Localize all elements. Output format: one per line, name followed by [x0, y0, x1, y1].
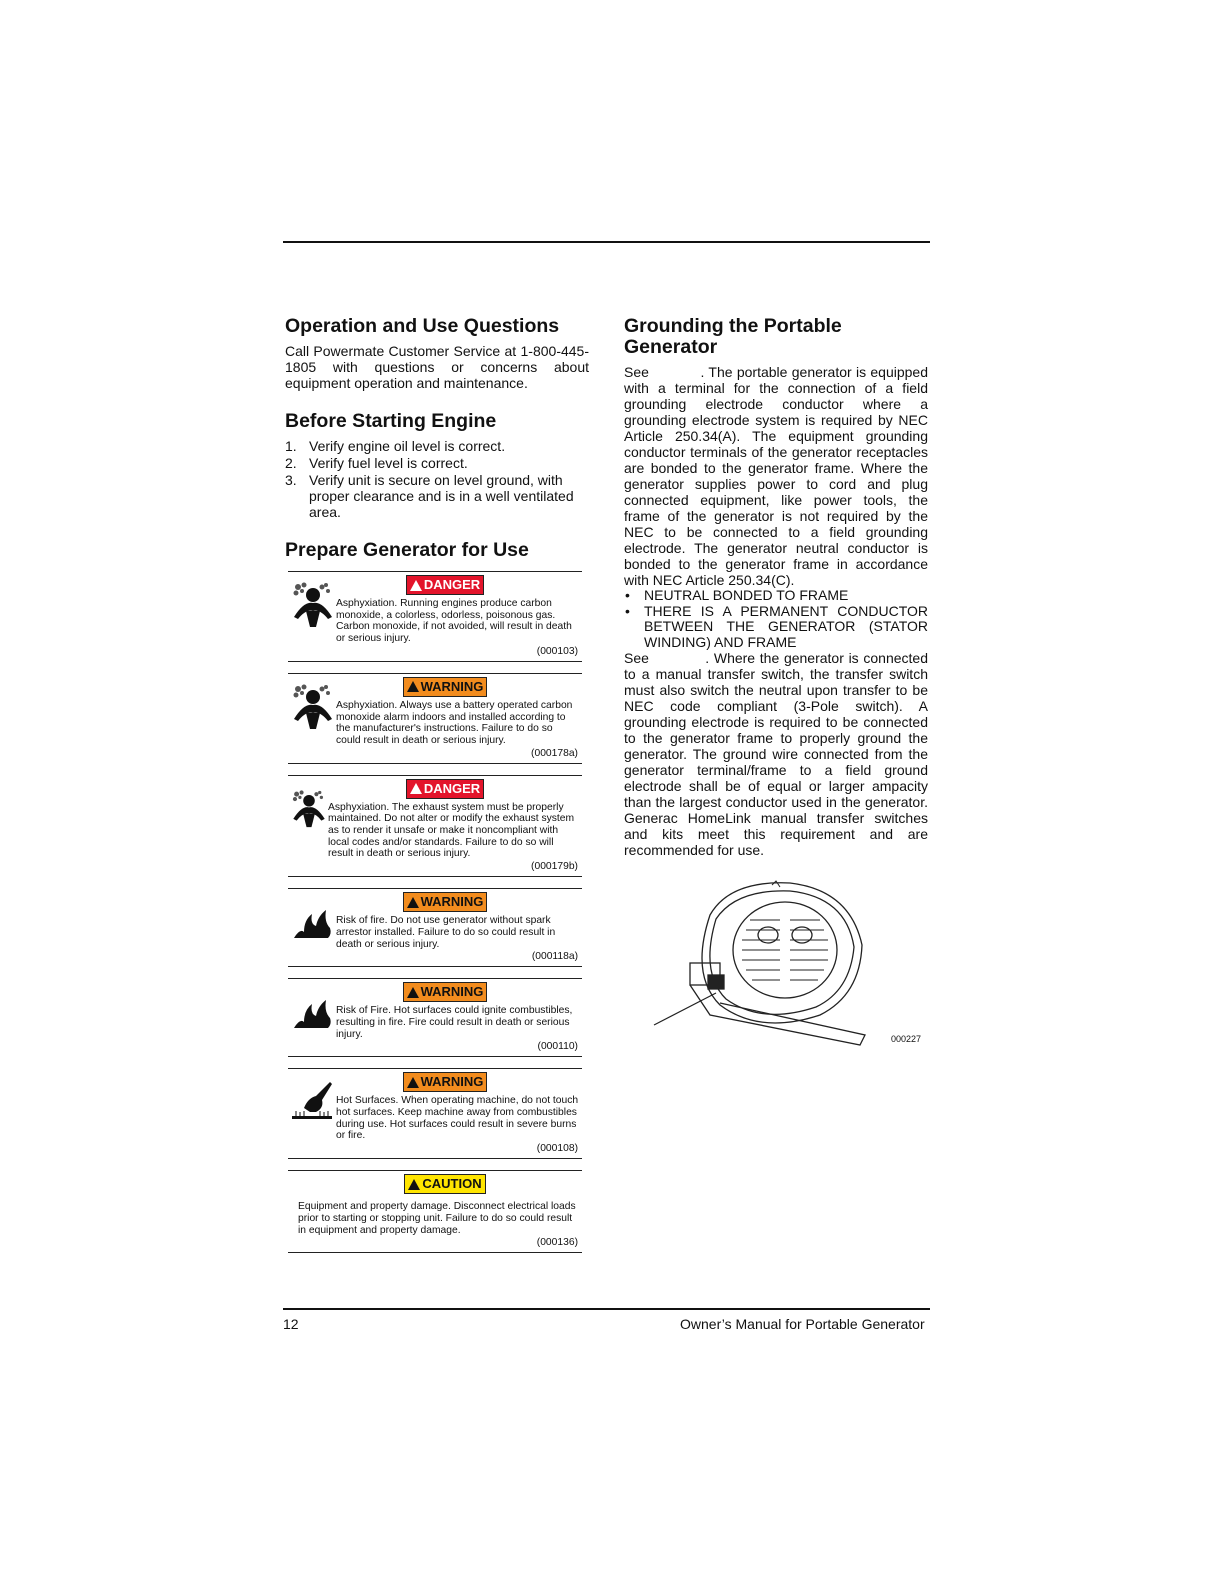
alert-triangle-icon — [407, 897, 419, 908]
footer-title: Owner’s Manual for Portable Generator — [680, 1316, 925, 1332]
prepare-section — [285, 540, 589, 1253]
safety-text: Risk of Fire. Hot surfaces could ignite combustibles, resulting in fire. Fire could result in death or serious injury. — [336, 1005, 573, 1040]
asphyxiation-icon — [290, 785, 328, 833]
operation-text: Call Powermate Customer Service at 1-800-445-1805 with questions or concerns about equipment operation and maintenance. — [285, 343, 589, 391]
signal-word: WARNING — [420, 1074, 484, 1090]
right-column — [624, 315, 932, 858]
footer-rule — [283, 1308, 930, 1310]
alert-triangle-icon — [410, 580, 422, 591]
signal-word: WARNING — [420, 678, 484, 694]
signal-word: WARNING — [420, 894, 484, 910]
alert-triangle-icon — [407, 987, 419, 998]
step-text: Verify fuel level is correct. — [309, 455, 468, 471]
safety-code: (000179b) — [531, 861, 578, 873]
before-start-section — [285, 411, 589, 520]
before-start-steps — [285, 438, 589, 520]
header-rule — [283, 241, 930, 243]
safety-message — [288, 1068, 582, 1159]
prepare-heading: Prepare Generator for Use — [285, 539, 529, 561]
grounding-bullets — [624, 588, 928, 650]
safety-text: Asphyxiation. Always use a battery operated carbon monoxide alarm indoors and installed according to the manufacturer's instructions. Failure to do so could result in death or serious injury. — [336, 699, 573, 746]
fire-icon — [290, 898, 336, 946]
safety-text: Asphyxiation. Running engines produce carbon monoxide, a colorless, odorless, poisonous gas. Carbon monoxide, if not avoided, will result in death or serious injury. — [336, 598, 572, 645]
before-start-heading: Before Starting Engine — [285, 410, 497, 432]
safety-code: (000118a) — [531, 951, 578, 963]
asphyxiation-icon — [290, 581, 336, 629]
alert-triangle-icon — [408, 1179, 420, 1190]
fire-icon — [290, 988, 336, 1036]
warning-signal — [403, 982, 488, 1002]
bullet-dot: • — [625, 587, 630, 603]
grounding-paragraph-2: See . Where the generator is connected to a manual transfer switch, the transfer switch must also switch the neutral upon transfer to be NEC code compliant (3-Pole switch). A grounding electrode is required to be connected to the generator frame to properly ground the generator. The ground wire connected from the generator terminal/frame to a field ground electrode shall be of equal or larger ampacity than the largest conductor used in the generator. Generac HomeLink manual transfer switches and kits meet this requirement and are recommended for use. — [624, 650, 932, 858]
step-text: Verify engine oil level is correct. — [309, 438, 506, 454]
signal-word: DANGER — [423, 577, 481, 592]
hot-surface-icon — [290, 1078, 336, 1126]
safety-code: (000110) — [537, 1041, 578, 1053]
grounding-heading: Grounding the Portable Generator — [624, 315, 842, 358]
page-number: 12 — [283, 1316, 299, 1332]
signal-word: CAUTION — [422, 1176, 482, 1192]
safety-message — [288, 571, 582, 662]
safety-code: (000103) — [536, 645, 578, 657]
danger-signal — [406, 779, 484, 799]
alert-triangle-icon — [407, 1077, 419, 1088]
asphyxiation-icon — [290, 683, 336, 731]
signal-word: WARNING — [420, 984, 484, 1000]
operation-heading: Operation and Use Questions — [285, 315, 560, 337]
bullet-text: THERE IS A PERMANENT CONDUCTOR BETWEEN THE GENERATOR (STATOR WINDING) AND FRAME — [644, 602, 928, 650]
alert-triangle-icon — [410, 783, 422, 794]
caution-signal — [404, 1174, 485, 1194]
left-column — [285, 316, 589, 1264]
warning-signal — [403, 677, 488, 697]
signal-word: DANGER — [423, 780, 481, 796]
bullet-item — [624, 588, 928, 604]
bullet-dot: • — [625, 602, 630, 619]
step-item — [285, 438, 589, 454]
alert-triangle-icon — [407, 681, 419, 692]
safety-code: (000178a) — [531, 747, 578, 759]
safety-code: (000136) — [536, 1237, 578, 1249]
figure-code: 000227 — [891, 1034, 922, 1044]
step-number: 2. — [285, 455, 297, 471]
bullet-text: NEUTRAL BONDED TO FRAME — [644, 587, 849, 603]
step-number: 3. — [285, 472, 297, 488]
step-number: 1. — [285, 438, 297, 454]
generator-grounding-figure — [650, 875, 930, 1050]
bullet-item — [624, 604, 928, 651]
warning-signal — [403, 1072, 488, 1092]
safety-message — [288, 888, 582, 967]
safety-text: Equipment and property damage. Disconnect electrical loads prior to starting or stopping unit. Failure to do so could result in equipment and property damage. — [298, 1201, 576, 1236]
step-text: Verify unit is secure on level ground, with proper clearance and is in a well ventilated area. — [309, 472, 574, 520]
safety-text: Risk of fire. Do not use generator without spark arrestor installed. Failure to do so could result in death or serious injury. — [336, 915, 556, 950]
safety-message — [288, 978, 582, 1057]
safety-message — [288, 1170, 582, 1253]
warning-signal — [403, 892, 488, 912]
operation-section — [285, 316, 589, 391]
step-item — [285, 455, 589, 471]
grounding-paragraph-1: See . The portable generator is equipped with a terminal for the connection of a field grounding electrode conductor where a grounding electrode system is required by NEC Article 250.34(A). The equipment grounding conductor terminals of the generator receptacles are bonded to the generator frame. Where the generator supplies power to cord and plug connected equipment, like power tools, the frame of the generator is not required by the NEC to be connected to a field grounding electrode. The generator neutral conductor is bonded to the generator frame in accordance with NEC Article 250.34(C). — [624, 364, 932, 588]
safety-text: Hot Surfaces. When operating machine, do not touch hot surfaces. Keep machine away from combustibles during use. Hot surfaces could result in severe burns or fire. — [336, 1095, 579, 1142]
safety-message — [288, 673, 582, 764]
safety-text: Asphyxiation. The exhaust system must be properly maintained. Do not alter or modify the exhaust system as to render it unsafe or make it noncompliant with local codes and/or standards. Failure to do so will result in death or serious injury. — [328, 801, 575, 860]
step-item — [285, 472, 589, 520]
safety-message — [288, 775, 582, 878]
danger-signal — [406, 575, 484, 595]
safety-code: (000108) — [536, 1143, 578, 1155]
